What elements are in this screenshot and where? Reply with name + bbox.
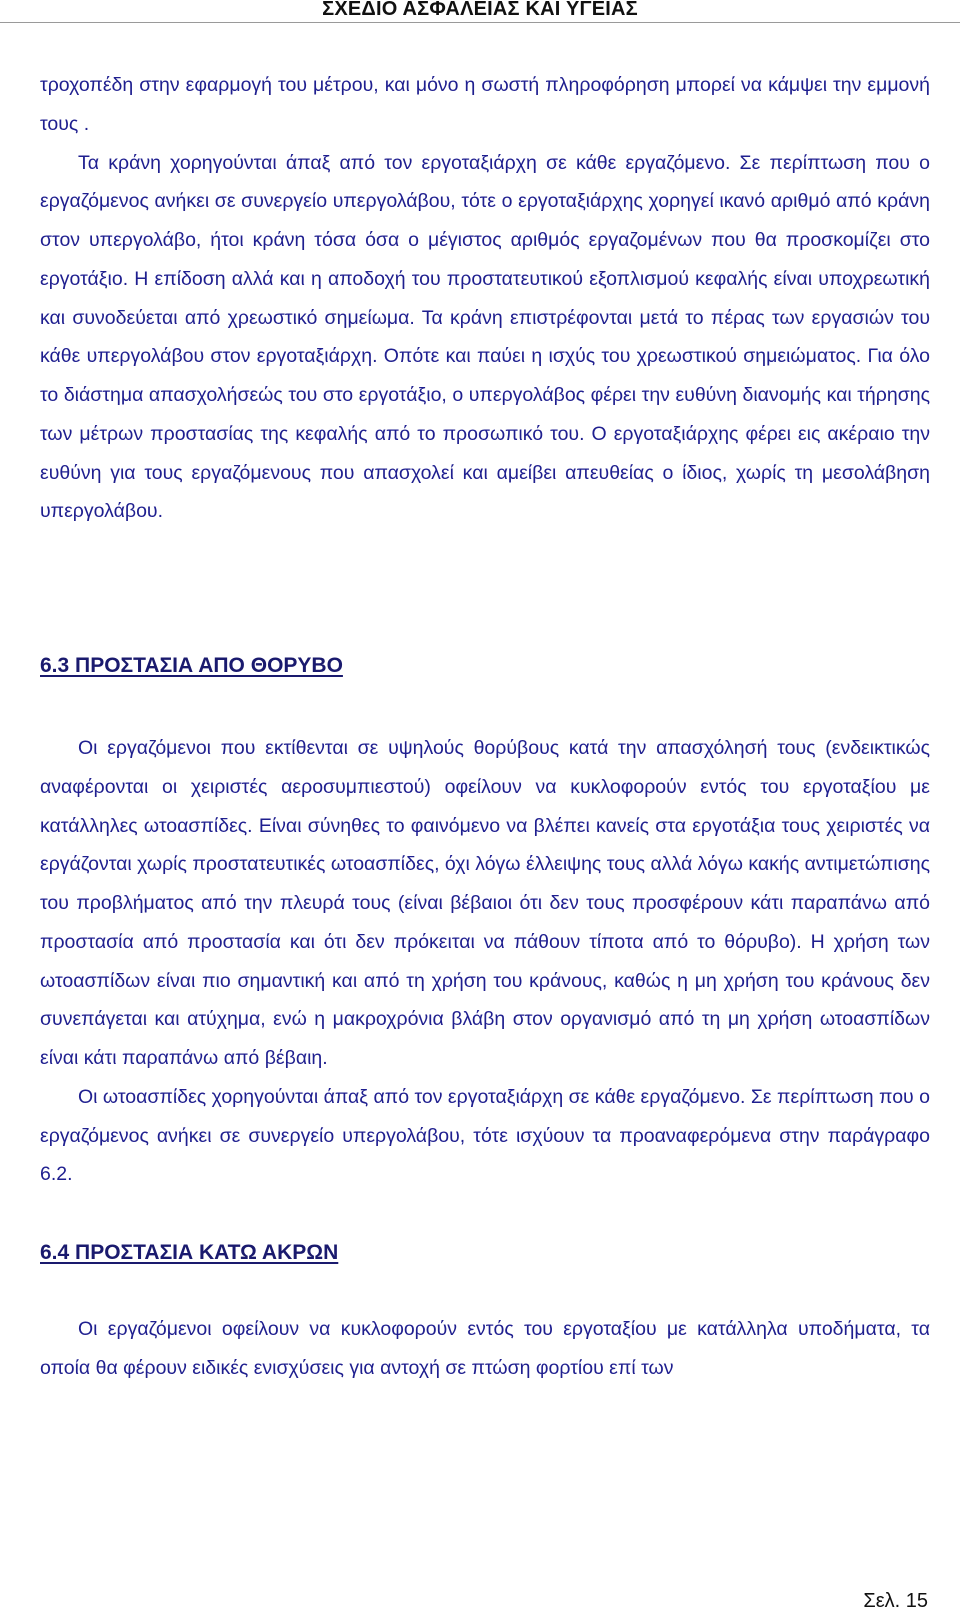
page-number: Σελ. 15 (863, 1590, 928, 1612)
page-header (0, 0, 960, 22)
spacer (40, 1272, 930, 1310)
paragraph-noise-2: Οι ωτοασπίδες χορηγούνται άπαξ από τον εργοταξιάρχη σε κάθε εργαζόμενο. Σε περίπτωση που ο εργαζόμενος ανήκει σε συνεργείο υπεργολάβου, τότε ισχύουν τα προαναφερόμενα στην παράγραφο 6.2. (40, 1085, 930, 1186)
section-heading-6-4 (40, 1234, 930, 1272)
paragraph-helmets: Τα κράνη χορηγούνται άπαξ από τον εργοταξιάρχη σε κάθε εργαζόμενο. Σε περίπτωση που ο εργαζόμενος ανήκει σε συνεργείο υπεργολάβου, τότε ο εργοταξιάρχης χορηγεί ικανό αριθμό από κράνη στον υπεργολάβο, ήτοι κράνη τόσα όσα ο μέγιστος αριθμός εργαζομένων που θα προσκομίζει στο εργοτάξιο. Η επίδοση αλλά και η αποδοχή του προστατευτικού εξοπλισμού κεφαλής είναι υποχρεωτική και συνοδεύεται από χρεωστικό σημείωμα. Τα κράνη επιστρέφονται μετά το πέρας των εργασιών του κάθε υπεργολάβου στον εργοταξιάρχη. Οπότε και παύει η ισχύς του χρεωστικού σημειώματος. Για όλο το διάστημα απασχολήσεώς του στο εργοτάξιο, ο υπεργολάβος φέρει την ευθύνη διανομής και τήρησης των μέτρων προστασίας της κεφαλής από το προσωπικό του. Ο εργοταξιάρχης φέρει εις ακέραιο την ευθύνη για τους εργαζόμενους που απασχολεί και αμείβει απευθείας ο ίδιος, χωρίς τη μεσολάβηση υπεργολάβου. (40, 151, 930, 523)
paragraph-noise-1: Οι εργαζόμενοι που εκτίθενται σε υψηλούς θορύβους κατά την απασχόλησή τους (ενδεικτικώς αναφέρονται οι χειριστές αεροσυμπιεστού) οφείλουν να κυκλοφορούν εντός του εργοταξίου με κατάλληλες ωτοασπίδες. Είναι σύνηθες το φαινόμενο να βλέπει κανείς στα εργοτάξια τους χειριστές να εργάζονται χωρίς προστατευτικές ωτοασπίδες, όχι λόγω έλλειψης τους αλλά λόγω κακής αντιμετώπισης του προβλήματος από την πλευρά τους (είναι βέβαιοι ότι δεν τους προσφέρουν κάτι παραπάνω από προστασία από προστασία και ότι δεν πρόκειται να πάθουν τίποτα από το θόρυβο). Η χρήση των ωτοασπίδων είναι πιο σημαντική και από τη χρήση του κράνους, καθώς η μη χρήση του κράνους δεν συνεπάγεται και ατύχημα, ενώ η μακροχρόνια βλάβη στον οργανισμό από τη μη χρήση ωτοασπίδων είναι κάτι παραπάνω από βέβαιη. (40, 737, 930, 1069)
document-body (40, 66, 930, 1388)
spacer (40, 685, 930, 729)
header-divider (0, 22, 960, 23)
section-heading-6-3 (40, 647, 930, 685)
paragraph-continuation: τροχοπέδη στην εφαρμογή του μέτρου, και μόνο η σωστή πληροφόρηση μπορεί να κάμψει την εμμονή τους . (40, 74, 930, 135)
paragraph-feet-1: Οι εργαζόμενοι οφείλουν να κυκλοφορούν εντός του εργοταξίου με κατάλληλα υποδήματα, τα οποία θα φέρουν ειδικές ενισχύσεις για αντοχή σε πτώση φορτίου επί των (40, 1318, 930, 1379)
spacer (40, 1194, 930, 1234)
spacer (40, 531, 930, 647)
section-heading-6-4-text: 6.4 ΠΡΟΣΤΑΣΙΑ ΚΑΤΩ ΑΚΡΩΝ (40, 1241, 339, 1264)
document-title: ΣΧΕΔΙΟ ΑΣΦΑΛΕΙΑΣ ΚΑΙ ΥΓΕΙΑΣ (322, 0, 638, 20)
section-heading-6-3-text: 6.3 ΠΡΟΣΤΑΣΙΑ ΑΠΟ ΘΟΡΥΒΟ (40, 654, 343, 677)
